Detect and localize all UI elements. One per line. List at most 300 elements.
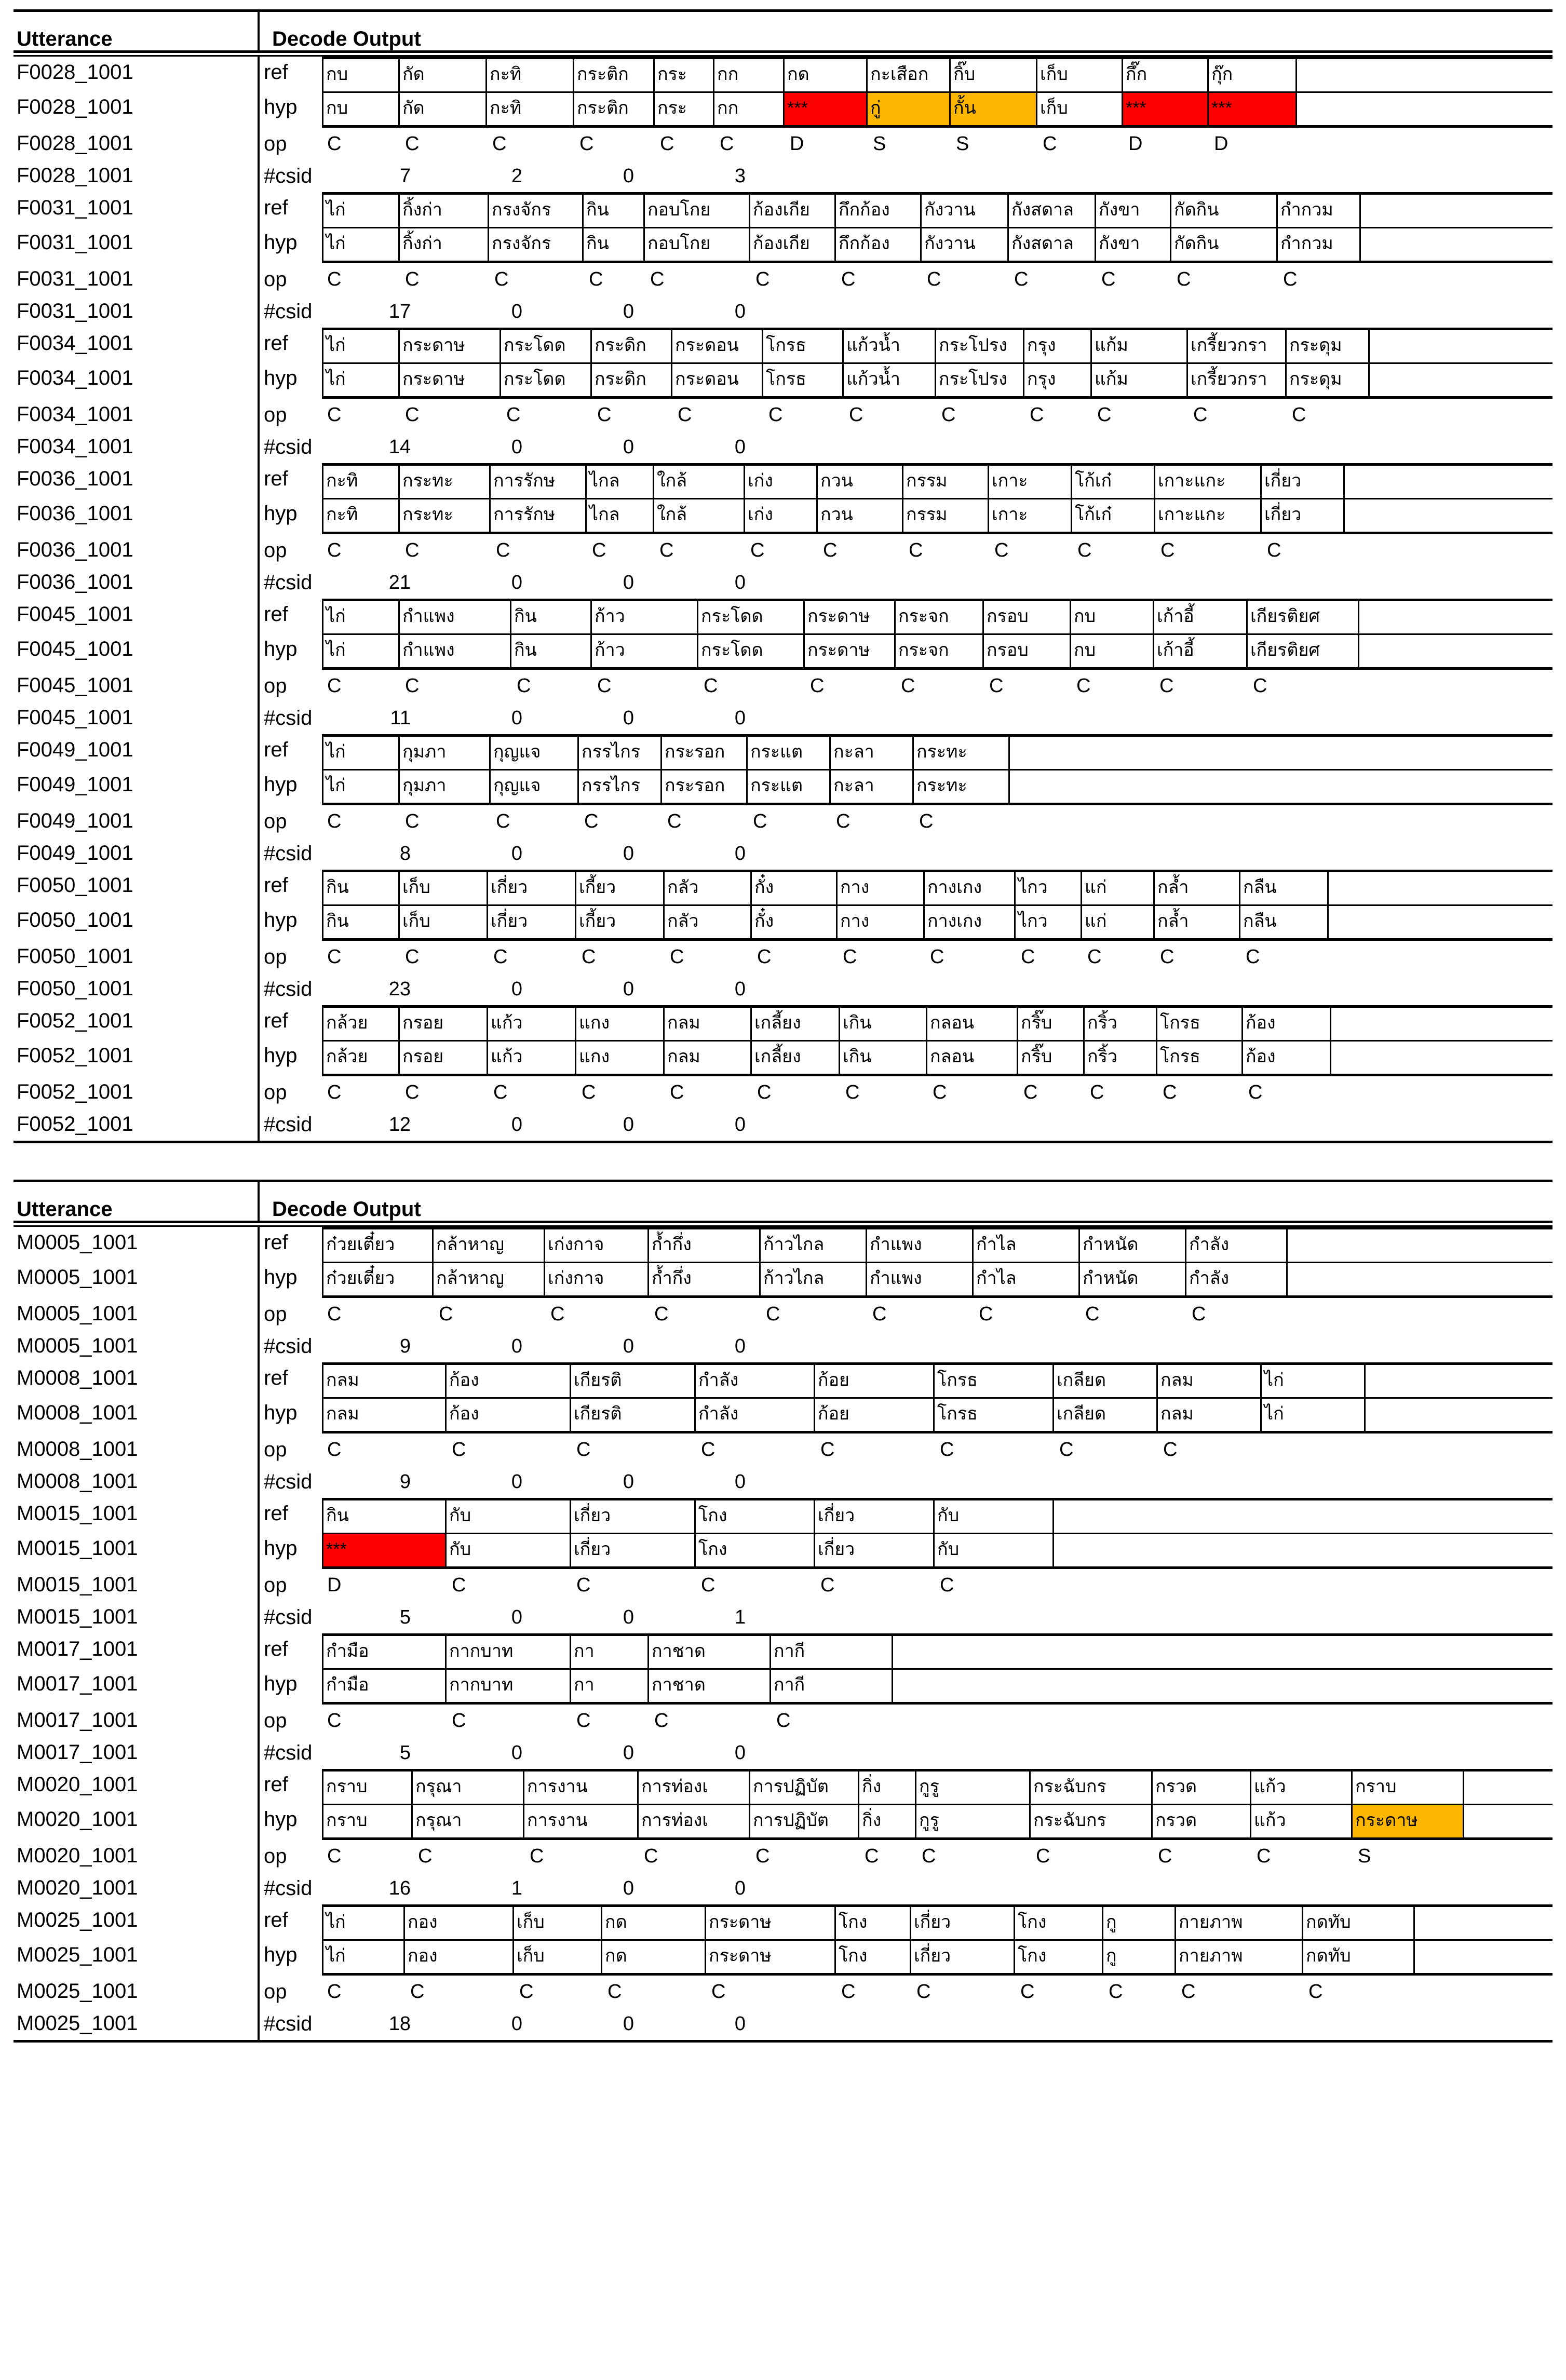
decode-cell: กริ้ว: [1085, 1008, 1157, 1040]
op-row: [322, 1840, 1553, 1872]
decode-cell: เกี่ยว: [1262, 499, 1345, 532]
decode-cell: เกี่ยว: [571, 1534, 696, 1566]
row-kind-label: ref: [264, 874, 288, 897]
utterance-id: F0028_1001: [17, 61, 133, 84]
utterance-id: M0025_1001: [17, 1909, 138, 1931]
utterance-id: M0005_1001: [17, 1334, 138, 1357]
decode-cell: กระจก: [896, 635, 984, 667]
csid-cell: 0: [623, 978, 634, 1000]
row-payload: [322, 566, 1553, 599]
row-payload: [322, 1633, 1553, 1668]
op-cell: C: [755, 268, 770, 290]
table-row: [14, 160, 1553, 192]
row-payload: [322, 1569, 1553, 1601]
op-row: [322, 1434, 1553, 1466]
decode-cell: กดทับ: [1303, 1941, 1415, 1973]
row-payload: [322, 263, 1553, 295]
utterance-id: F0045_1001: [17, 706, 133, 729]
table-header-rule: [14, 1221, 1553, 1227]
table-row: [14, 1705, 1553, 1737]
utterance-id: F0028_1001: [17, 164, 133, 187]
csid-cell: 7: [399, 165, 411, 187]
decode-cell: การงาน: [524, 1772, 639, 1804]
decode-hyp-row: [322, 91, 1553, 128]
utterance-id: M0020_1001: [17, 1808, 138, 1831]
csid-cell: 0: [734, 1471, 746, 1493]
op-cell: C: [1163, 1439, 1178, 1461]
op-cell: C: [327, 675, 342, 697]
csid-cell: 0: [623, 2013, 634, 2035]
op-cell: C: [452, 1439, 466, 1461]
row-kind-label: hyp: [264, 502, 298, 525]
decode-cell: กด: [602, 1941, 706, 1973]
utterance-group: [14, 463, 1553, 599]
decode-cell: กระฉับกร: [1031, 1772, 1153, 1804]
utterance-group: [14, 1904, 1553, 2040]
csid-cell: 0: [511, 978, 522, 1000]
decode-cell: กระดาษ: [805, 635, 896, 667]
decode-cell: กิ้งก่า: [400, 195, 489, 227]
row-payload: [322, 128, 1553, 160]
decode-cell: เกาะแกะ: [1155, 499, 1262, 532]
op-cell: C: [327, 1439, 342, 1461]
op-cell: C: [919, 810, 934, 832]
csid-cell: 0: [623, 436, 634, 458]
decode-cell: กาง: [838, 906, 925, 938]
decode-cell: ก้าว: [592, 601, 698, 633]
op-cell: C: [1177, 268, 1191, 290]
decode-cell: กระดิก: [592, 364, 672, 396]
table-row: [14, 1076, 1553, 1108]
table-row: [14, 670, 1553, 702]
decode-cell: ไก่: [322, 635, 400, 667]
op-cell: C: [941, 404, 956, 426]
decode-cell: กิน: [511, 601, 592, 633]
utterance-id: F0045_1001: [17, 638, 133, 660]
table-row: [14, 534, 1553, 566]
decode-cell: กรวด: [1153, 1772, 1251, 1804]
decode-cell: เก็บ: [400, 872, 488, 904]
op-row: [322, 1705, 1553, 1737]
decode-cell: ก้อย: [815, 1399, 935, 1431]
decode-cell: เกียรติยศ: [1248, 635, 1359, 667]
table-row: [14, 1108, 1553, 1141]
row-kind-label: op: [264, 403, 287, 426]
row-payload: [322, 1668, 1553, 1705]
decode-cell: กิน: [322, 906, 400, 938]
decode-cell: เกรี้ยวกรา: [1188, 364, 1287, 396]
decode-cell: ไก่: [322, 364, 400, 396]
decode-cell: กังวาน: [922, 195, 1009, 227]
utterance-id: M0008_1001: [17, 1367, 138, 1389]
table-row: [14, 1872, 1553, 1904]
utterance-group: [14, 328, 1553, 463]
op-cell: C: [1160, 946, 1174, 968]
decode-cell: กก: [714, 59, 785, 91]
decode-cell: กลม: [665, 1042, 752, 1074]
row-payload: [322, 1076, 1553, 1108]
decode-cell: แก้ว: [488, 1042, 576, 1074]
op-cell: C: [327, 133, 342, 155]
utterance-id: M0005_1001: [17, 1302, 138, 1325]
row-kind-label: #csid: [264, 1470, 313, 1493]
row-payload: [322, 399, 1553, 431]
decode-ref-row: [322, 870, 1553, 904]
row-kind-label: op: [264, 810, 287, 833]
op-cell: C: [582, 1081, 596, 1103]
op-cell: C: [704, 675, 718, 697]
op-cell: C: [755, 1845, 770, 1867]
csid-cell: 18: [388, 2013, 411, 2035]
decode-cell: แก้ว: [1251, 1772, 1353, 1804]
table-row: [14, 263, 1553, 295]
op-cell: C: [659, 539, 674, 561]
decode-cell: เกี่ยว: [911, 1907, 1015, 1939]
op-cell: C: [517, 675, 531, 697]
utterance-id: F0036_1001: [17, 571, 133, 593]
op-cell: C: [810, 675, 825, 697]
decode-cell: แก่: [1082, 872, 1155, 904]
op-cell: C: [766, 1303, 780, 1325]
op-cell: C: [405, 675, 420, 697]
table-row: [14, 1362, 1553, 1397]
csid-cell: 0: [734, 1877, 746, 1899]
decode-hyp-row: [322, 1397, 1553, 1434]
op-cell: C: [989, 675, 1004, 697]
csid-row: [322, 973, 1553, 1005]
row-kind-label: hyp: [264, 1943, 298, 1966]
decode-cell: ก้ำกึ่ง: [649, 1263, 761, 1295]
table-header: [14, 12, 1553, 50]
op-cell: C: [650, 268, 665, 290]
decode-hyp-row: [322, 1804, 1553, 1840]
decode-cell: กะลา: [831, 770, 914, 803]
csid-cell: 0: [623, 707, 634, 729]
decode-cell: กิ้งก่า: [400, 228, 489, 261]
csid-row: [322, 837, 1553, 870]
decode-cell: กริ้ว: [1085, 1042, 1157, 1074]
op-cell: C: [701, 1439, 716, 1461]
row-payload: [322, 1840, 1553, 1872]
header-divider: [258, 1182, 260, 1221]
decode-cell: กบ: [1071, 635, 1154, 667]
decode-cell-deleted: ***: [1209, 93, 1297, 125]
decode-cell: การงาน: [524, 1805, 639, 1837]
table-row: [14, 227, 1553, 263]
decode-cell: กวน: [818, 499, 903, 532]
csid-cell: 16: [388, 1877, 411, 1899]
decode-cell: กระ: [655, 93, 714, 125]
row-kind-label: op: [264, 1574, 287, 1597]
decode-cell: กำมือ: [322, 1636, 447, 1668]
decode-cell: การท่องเ: [639, 1805, 750, 1837]
csid-cell: 0: [623, 1114, 634, 1135]
op-cell: C: [1076, 675, 1091, 697]
decode-cell: ไก่: [322, 770, 400, 803]
table-row: [14, 1330, 1553, 1362]
decode-cell: เก็บ: [514, 1907, 602, 1939]
decode-cell: แก้ม: [1092, 364, 1188, 396]
decode-cell: กึ๊ก: [1123, 59, 1209, 91]
table-row: [14, 1840, 1553, 1872]
row-kind-label: hyp: [264, 231, 298, 254]
op-cell: C: [865, 1845, 879, 1867]
row-kind-label: #csid: [264, 2012, 313, 2035]
row-kind-label: ref: [264, 332, 288, 355]
row-payload: [322, 463, 1553, 498]
decode-cell: เกี่ยว: [571, 1500, 696, 1533]
table-row: [14, 941, 1553, 973]
csid-cell: 0: [511, 1606, 522, 1628]
op-cell: C: [1020, 1981, 1035, 2003]
row-kind-label: #csid: [264, 1335, 313, 1358]
decode-cell: กระดุม: [1287, 364, 1370, 396]
decode-cell: กระจก: [896, 601, 984, 633]
table-row: [14, 734, 1553, 769]
row-payload: [322, 1976, 1553, 2008]
decode-cell: กระติก: [574, 93, 655, 125]
decode-ref-row: [322, 1227, 1553, 1262]
op-cell: C: [836, 810, 851, 832]
decode-cell: ไกล: [587, 466, 654, 498]
decode-cell: แกง: [576, 1008, 665, 1040]
row-payload: [322, 599, 1553, 633]
csid-cell: 23: [388, 978, 411, 1000]
row-payload: [322, 1005, 1553, 1040]
decode-hyp-row: [322, 1533, 1553, 1569]
row-payload: [322, 734, 1553, 769]
table-row: [14, 702, 1553, 734]
decode-cell: ไก่: [322, 1907, 405, 1939]
op-cell: C: [1036, 1845, 1050, 1867]
op-cell: C: [1193, 404, 1208, 426]
decode-cell: กรงจักร: [489, 228, 584, 261]
row-payload: [322, 1872, 1553, 1904]
row-payload: [322, 1533, 1553, 1569]
decode-cell: กล้าหาญ: [434, 1229, 545, 1262]
utterance-id: F0034_1001: [17, 403, 133, 426]
table-row: [14, 463, 1553, 498]
decode-cell: โกง: [1015, 1907, 1103, 1939]
row-kind-label: ref: [264, 1502, 288, 1525]
utterance-id: M0025_1001: [17, 1980, 138, 2003]
decode-cell: เก่งกาจ: [545, 1229, 649, 1262]
table-bottom-rule: [14, 2040, 1553, 2043]
utterance-id: F0052_1001: [17, 1044, 133, 1067]
decode-cell: กลัว: [665, 872, 752, 904]
op-cell: C: [841, 1981, 856, 2003]
op-cell: C: [1030, 404, 1044, 426]
csid-cell: 0: [734, 978, 746, 1000]
csid-cell: 0: [734, 301, 746, 322]
decode-cell: กล้วย: [322, 1042, 400, 1074]
row-kind-label: ref: [264, 1009, 288, 1032]
csid-cell: 0: [511, 707, 522, 729]
decode-hyp-row: [322, 1040, 1553, 1076]
decode-cell: กะทิ: [487, 59, 574, 91]
csid-cell: 0: [511, 301, 522, 322]
decode-cell: กระดอน: [672, 330, 763, 362]
decode-cell: กุญแจ: [491, 770, 579, 803]
decode-cell: กลืน: [1240, 872, 1329, 904]
table-row: [14, 1569, 1553, 1601]
op-cell: C: [753, 810, 767, 832]
row-payload: [322, 941, 1553, 973]
row-kind-label: op: [264, 268, 287, 291]
decode-cell: โกง: [1015, 1941, 1103, 1973]
table-row: [14, 192, 1553, 227]
table-row: [14, 1533, 1553, 1569]
op-row: [322, 941, 1553, 973]
decode-cell: ไก่: [322, 601, 400, 633]
decode-cell: กาชาด: [649, 1636, 771, 1668]
row-payload: [322, 192, 1553, 227]
decode-cell: แก้ม: [1092, 330, 1188, 362]
op-cell: C: [933, 1081, 947, 1103]
decode-cell: กรอย: [400, 1042, 488, 1074]
csid-cell: 21: [388, 572, 411, 593]
decode-cell-substituted: กั้น: [951, 93, 1037, 125]
decode-cell: ก้อย: [815, 1365, 935, 1397]
decode-cell: กบ: [1071, 601, 1154, 633]
decode-cell: ก้าวไกล: [761, 1263, 867, 1295]
op-cell: C: [711, 1981, 726, 2003]
row-payload: [322, 973, 1553, 1005]
row-kind-label: op: [264, 1980, 287, 2003]
decode-cell: กรอบ: [984, 601, 1071, 633]
op-cell: C: [1077, 539, 1092, 561]
decode-cell: กับ: [935, 1500, 1054, 1533]
decode-cell: กังวาน: [922, 228, 1009, 261]
decode-cell: กระโดด: [501, 330, 592, 362]
utterance-id: M0015_1001: [17, 1605, 138, 1628]
op-cell: D: [1128, 133, 1143, 155]
decode-cell: กล้าหาญ: [434, 1263, 545, 1295]
utterance-id: F0050_1001: [17, 874, 133, 897]
row-kind-label: #csid: [264, 300, 313, 323]
decode-cell: กะทิ: [322, 466, 400, 498]
table-row: [14, 633, 1553, 670]
decode-cell: การปฏิบัต: [750, 1805, 859, 1837]
decode-cell: แก้ว: [488, 1008, 576, 1040]
table-row: [14, 837, 1553, 870]
csid-cell: 17: [388, 301, 411, 322]
decode-cell: เกาะแกะ: [1155, 466, 1262, 498]
decode-cell: กิน: [322, 872, 400, 904]
decode-cell: โกง: [696, 1534, 815, 1566]
utterance-id: M0020_1001: [17, 1876, 138, 1899]
op-cell: C: [720, 133, 734, 155]
decode-cell: กราบ: [322, 1772, 413, 1804]
utterance-id: M0025_1001: [17, 1943, 138, 1966]
decode-cell: กุมภา: [400, 737, 491, 769]
decode-cell: กลัว: [665, 906, 752, 938]
row-payload: [322, 1769, 1553, 1804]
row-payload: [322, 1108, 1553, 1141]
utterance-group: [14, 57, 1553, 192]
decode-cell: กุ๊ก: [1209, 59, 1297, 91]
decode-cell: กัด: [400, 93, 487, 125]
op-cell: C: [916, 1981, 931, 2003]
op-cell: C: [849, 404, 863, 426]
utterance-id: M0008_1001: [17, 1438, 138, 1461]
decode-cell-deleted: ***: [1123, 93, 1209, 125]
op-cell: C: [1267, 539, 1281, 561]
op-cell: C: [1253, 675, 1267, 697]
decode-cell: ก้องเกีย: [750, 228, 836, 261]
op-cell: C: [1192, 1303, 1206, 1325]
csid-cell: 8: [399, 843, 411, 864]
utterance-id: M0015_1001: [17, 1502, 138, 1525]
csid-cell: 0: [623, 165, 634, 187]
csid-row: [322, 1737, 1553, 1769]
decode-hyp-row: [322, 1939, 1553, 1976]
csid-cell: 2: [511, 165, 522, 187]
utterance-id: M0005_1001: [17, 1231, 138, 1254]
table-row: [14, 1976, 1553, 2008]
op-cell: C: [1085, 1303, 1100, 1325]
row-payload: [322, 91, 1553, 128]
decode-cell: กระติก: [574, 59, 655, 91]
decode-cell: กระดาษ: [706, 1907, 836, 1939]
utterance-id: F0028_1001: [17, 132, 133, 155]
decode-cell: โกง: [696, 1500, 815, 1533]
op-cell: C: [1160, 539, 1175, 561]
table-row: [14, 399, 1553, 431]
row-kind-label: op: [264, 132, 287, 155]
op-cell: C: [940, 1439, 954, 1461]
table-row: [14, 1466, 1553, 1498]
table-row: [14, 1298, 1553, 1330]
decode-cell: กัดกิน: [1171, 228, 1278, 261]
op-cell: C: [597, 404, 612, 426]
table-row: [14, 973, 1553, 1005]
decode-cell: เกี่ยว: [815, 1534, 935, 1566]
decode-cell: ก้อง: [1243, 1042, 1331, 1074]
decode-cell: กระดาษ: [805, 601, 896, 633]
decode-cell: กับ: [935, 1534, 1054, 1566]
decode-cell: กำลัง: [1186, 1229, 1288, 1262]
decode-cell: กระดาษ: [706, 1941, 836, 1973]
decode-cell: ไก่: [1262, 1365, 1366, 1397]
decode-cell: กรุณา: [413, 1772, 524, 1804]
row-payload: [322, 1498, 1553, 1533]
header-divider: [258, 12, 260, 50]
decode-cell: เกลี้ยง: [752, 1042, 840, 1074]
row-payload: [322, 227, 1553, 263]
csid-cell: 3: [734, 165, 746, 187]
row-kind-label: #csid: [264, 978, 313, 1000]
decode-cell: เก้าอี้: [1154, 601, 1248, 633]
op-row: [322, 1976, 1553, 2008]
op-cell: D: [327, 1574, 342, 1596]
decode-cell: แก่: [1082, 906, 1155, 938]
decode-cell: กรุง: [1024, 364, 1092, 396]
table-row: [14, 1498, 1553, 1533]
decode-cell: กำแพง: [400, 635, 511, 667]
op-cell: C: [327, 1303, 342, 1325]
op-cell: C: [592, 539, 606, 561]
op-cell: C: [843, 946, 857, 968]
csid-cell: 0: [511, 572, 522, 593]
decode-cell: กรอบ: [984, 635, 1071, 667]
csid-row: [322, 2008, 1553, 2040]
table-row: [14, 1262, 1553, 1298]
decode-cell: ก้อง: [447, 1399, 571, 1431]
row-payload: [322, 1434, 1553, 1466]
op-cell: C: [597, 675, 612, 697]
decode-cell: กก: [714, 93, 785, 125]
